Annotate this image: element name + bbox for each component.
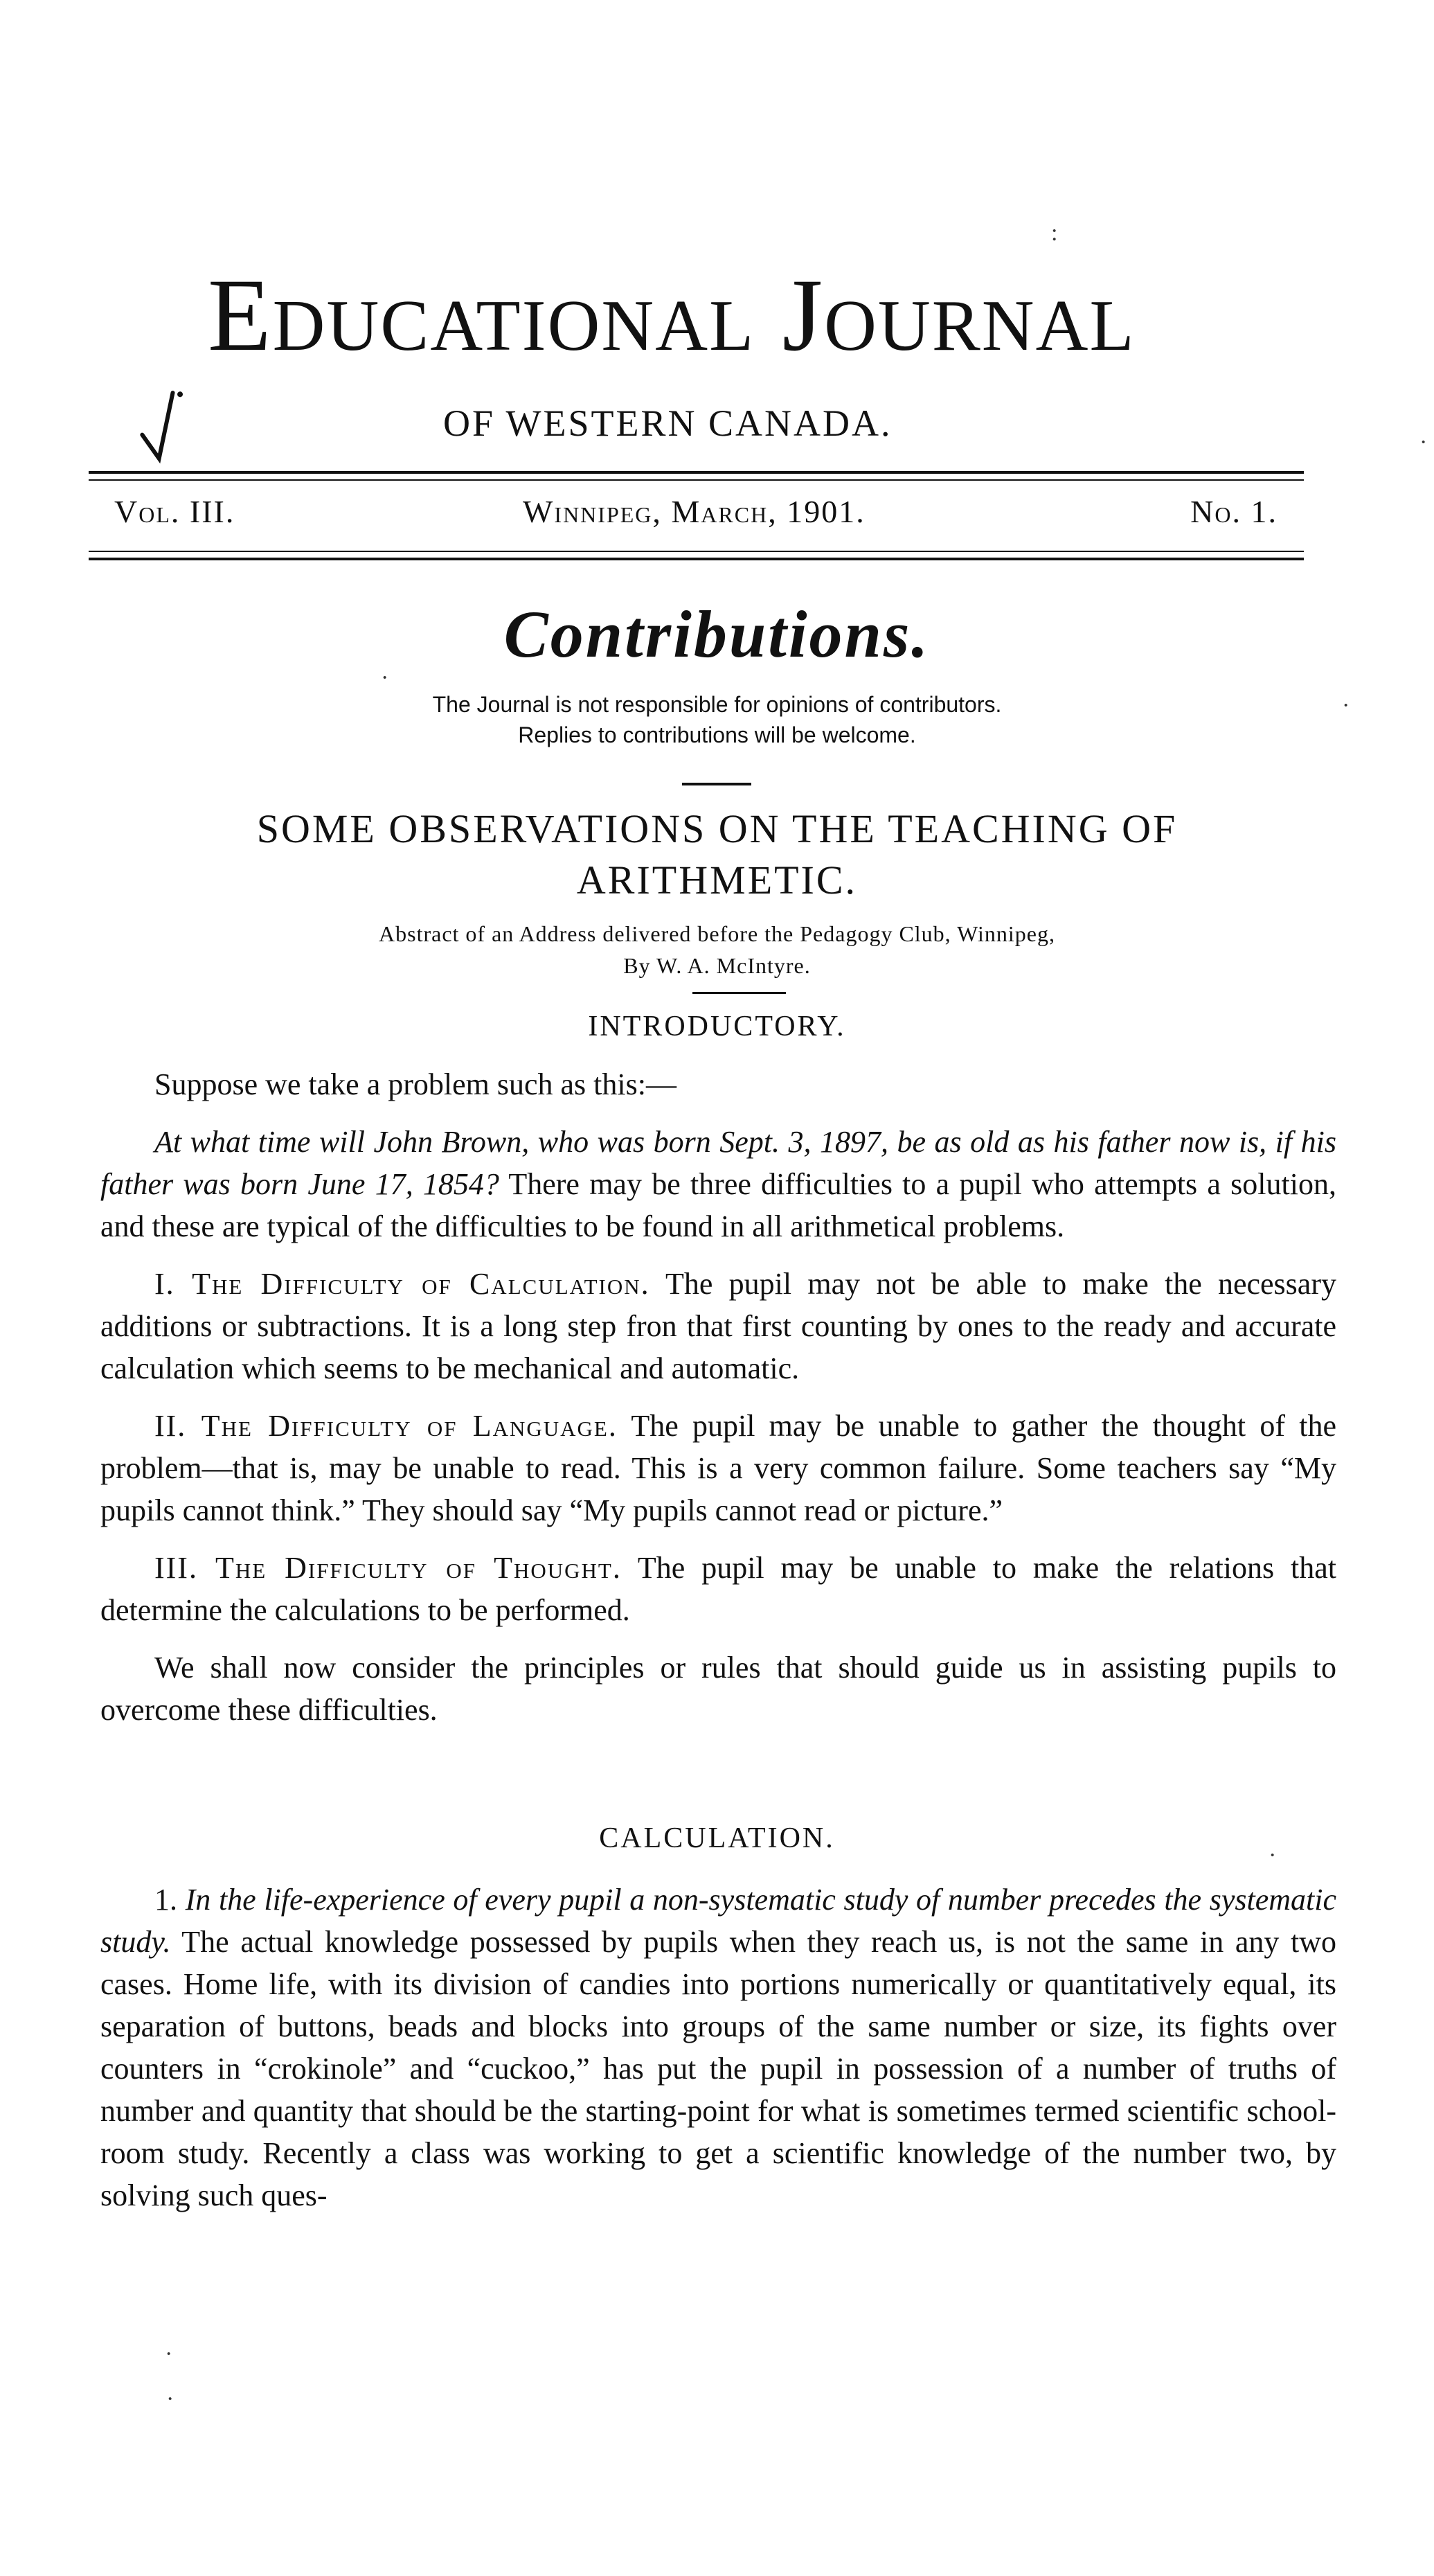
item-number: 1. — [154, 1883, 177, 1917]
paragraph — [100, 1063, 1336, 1105]
paragraph-text: The pupil may not be able to make the necessary additions or subtractions. It is a long step fron that first counting by ones to the ready and accurate calculation which seems to be mechanical and automatic. — [100, 1267, 1336, 1385]
article-title-line: SOME OBSERVATIONS ON THE TEACHING OF — [256, 806, 1178, 851]
paragraph — [100, 1547, 1336, 1631]
paragraph — [100, 1121, 1336, 1247]
paragraph-text: The pupil may be unable to make the relations that determine the calculations to be performed. — [100, 1551, 1337, 1627]
section-heading: Contributions. — [503, 597, 931, 671]
paragraph — [100, 1646, 1336, 1731]
paragraph — [100, 1263, 1336, 1389]
print-speck: : — [1051, 220, 1058, 246]
editorial-notice — [0, 689, 1434, 750]
print-speck: · — [1419, 429, 1428, 455]
article-title-line: ARITHMETIC. — [576, 858, 858, 903]
journal-title: Educational Journal — [208, 258, 1136, 373]
calculation-body — [100, 1878, 1336, 2232]
print-speck: · — [166, 2386, 174, 2412]
abstract-note: Abstract of an Address delivered before the Pedagogy Club, Winnipeg, — [379, 921, 1055, 946]
difficulty-label: II. The Difficulty of Language. — [154, 1409, 618, 1443]
paragraph-text: Suppose we take a problem such as this:— — [154, 1067, 676, 1101]
print-speck: · — [1269, 1842, 1277, 1868]
calculation-heading: CALCULATION. — [599, 1822, 835, 1854]
paragraph-text: The actual knowledge possessed by pupils when they reach us, is not the same in any two cases. Home life, with its division of candies into portions numerically or quantitatively equal, its separation of buttons, beads and blocks into groups of the same number or size, its fights over counters in “crokinole” and “cuckoo,” has put the pupil in possession of a number of truths of number and quantity that should be the starting-point for what is sometimes termed scientific school-room study. Recently a class was working to get a scientific knowledge of the number two, by solving such ques- — [100, 1925, 1336, 2212]
masthead-bottom-rule-thin — [89, 551, 1304, 552]
issue-number: No. 1. — [1190, 494, 1278, 529]
volume-number: Vol. III. — [114, 494, 235, 529]
principle-statement: In the life-experience of every pupil a non-systematic study of number precedes the systematic study. — [100, 1883, 1337, 1959]
problem-statement: At what time will John Brown, who was born Sept. 3, 1897, be as old as his father now is, if his father was born June 17, 1854? — [100, 1125, 1336, 1201]
print-speck: · — [381, 665, 389, 691]
byline-divider — [692, 992, 786, 994]
intro-body — [100, 1063, 1336, 1746]
author-line: By W. A. McIntyre. — [623, 953, 811, 978]
section-divider — [682, 783, 751, 785]
print-speck: · — [1342, 693, 1350, 718]
place-and-date: Winnipeg, March, 1901. — [523, 494, 866, 529]
paragraph-text: There may be three difficulties to a pupil who attempts a solution, and these are typical of the difficulties to be found in all arithmetical problems. — [100, 1167, 1336, 1243]
masthead-top-rule-thin — [89, 479, 1304, 481]
article-byline — [0, 918, 1434, 981]
masthead-bottom-rule — [89, 558, 1304, 560]
masthead-top-rule — [89, 471, 1304, 474]
journal-subtitle: OF WESTERN CANADA. — [443, 402, 893, 444]
paragraph-text: We shall now consider the principles or rules that should guide us in assisting pupils to overcome these difficulties. — [100, 1651, 1336, 1727]
article-title — [104, 803, 1330, 906]
paragraph — [100, 1405, 1336, 1531]
difficulty-label: III. The Difficulty of Thought. — [154, 1551, 622, 1585]
paragraph — [100, 1878, 1336, 2217]
print-speck: · — [165, 2341, 173, 2367]
notice-line: Replies to contributions will be welcome. — [518, 722, 916, 747]
issue-info-row — [114, 493, 1278, 535]
notice-line: The Journal is not responsible for opinions of contributors. — [432, 692, 1002, 717]
difficulty-label: I. The Difficulty of Calculation. — [154, 1267, 650, 1301]
paragraph-text: The pupil may be unable to gather the thought of the problem—that is, may be unable to read. This is a very common failure. Some teachers say “My pupils cannot think.” They should say “My pupils cannot read or picture.” — [100, 1409, 1336, 1527]
intro-heading: INTRODUCTORY. — [588, 1011, 846, 1042]
